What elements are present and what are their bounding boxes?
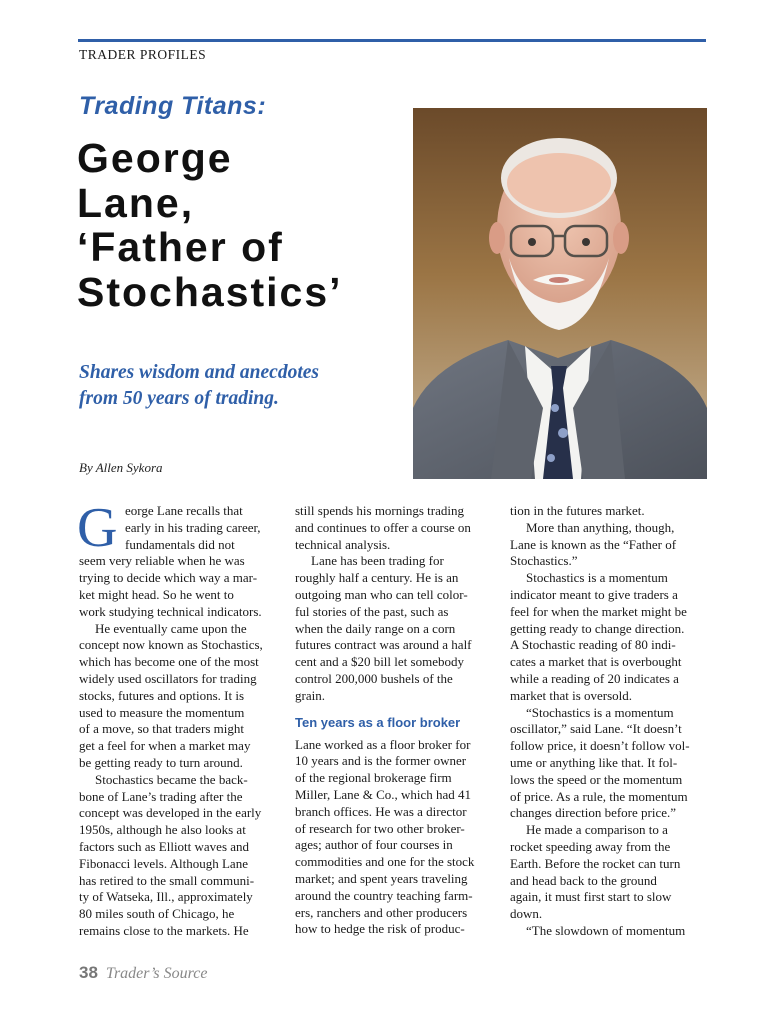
text-line: getting ready to change direction. bbox=[510, 620, 685, 636]
text-line: follow price, it doesn’t follow vol- bbox=[510, 738, 690, 754]
deck-line: from 50 years of trading. bbox=[79, 388, 279, 409]
text-line: ket might head. So he went to bbox=[79, 586, 234, 602]
page-footer bbox=[79, 963, 207, 983]
text-line: which has become one of the most bbox=[79, 654, 259, 670]
text-line: Stochastics.” bbox=[510, 553, 578, 569]
text-line: cent and a $20 bill let somebody bbox=[295, 654, 464, 670]
text-line: grain. bbox=[295, 687, 325, 703]
text-line: 80 miles south of Chicago, he bbox=[79, 906, 235, 922]
text-line: Stochastics became the back- bbox=[95, 771, 248, 787]
text-line: branch offices. He was a director bbox=[295, 803, 467, 819]
text-line: He eventually came upon the bbox=[95, 620, 247, 636]
page-number: 38 bbox=[79, 963, 98, 982]
text-line: ful stories of the past, such as bbox=[295, 603, 449, 619]
text-line: A Stochastic reading of 80 indi- bbox=[510, 637, 676, 653]
text-line: ty of Watseka, Ill., approximately bbox=[79, 889, 253, 905]
text-line: indicator meant to give traders a bbox=[510, 586, 678, 602]
text-line: Lane is known as the “Father of bbox=[510, 536, 677, 552]
text-line: ers, ranchers and other producers bbox=[295, 904, 468, 920]
text-line: be getting ready to turn around. bbox=[79, 754, 243, 770]
headline-line: Stochastics’ bbox=[77, 268, 343, 315]
publication-name: Trader’s Source bbox=[105, 965, 208, 982]
article-column-3 bbox=[510, 503, 708, 940]
text-line: roughly half a century. He is an bbox=[295, 570, 459, 586]
text-line: stocks, futures and options. It is bbox=[79, 687, 245, 703]
text-line: concept was developed in the early bbox=[79, 805, 262, 821]
text-line: bone of Lane’s trading after the bbox=[79, 788, 243, 804]
text-line: outgoing man who can tell color- bbox=[295, 586, 468, 602]
text-line: Miller, Lane & Co., which had 41 bbox=[295, 786, 472, 802]
text-line: when the daily range on a corn bbox=[295, 620, 456, 636]
text-line: again, it must first start to slow bbox=[510, 889, 672, 905]
text-line: market; and spent years traveling bbox=[295, 870, 468, 886]
text-line: Lane has been trading for bbox=[311, 553, 444, 569]
headline bbox=[77, 136, 407, 314]
text-line: futures contract was around a half bbox=[295, 637, 472, 653]
text-line: how to hedge the risk of produc- bbox=[295, 921, 465, 937]
text-line: widely used oscillators for trading bbox=[79, 670, 257, 686]
deck-line: Shares wisdom and anecdotes bbox=[79, 362, 319, 383]
text-line: remains close to the markets. He bbox=[79, 922, 249, 938]
drop-cap: G bbox=[77, 497, 118, 559]
text-line: commodities and one for the stock bbox=[295, 854, 475, 870]
text-line: feel for when the market might be bbox=[510, 603, 687, 619]
text-line: concept now known as Stochastics, bbox=[79, 637, 263, 653]
text-line: and head back to the ground bbox=[510, 872, 657, 888]
text-line: down. bbox=[510, 906, 543, 922]
section-subhead: Ten years as a floor broker bbox=[295, 714, 461, 730]
text-line: More than anything, though, bbox=[526, 519, 675, 535]
text-line: rocket speeding away from the bbox=[510, 838, 671, 854]
text-line: of the regional brokerage firm bbox=[295, 770, 452, 786]
text-line: of a move, so that traders might bbox=[79, 721, 244, 737]
text-line: Earth. Before the rocket can turn bbox=[510, 855, 681, 871]
title-kicker: Trading Titans: bbox=[79, 92, 267, 120]
text-line: market that is oversold. bbox=[510, 687, 633, 703]
headline-line: ‘Father of bbox=[77, 224, 284, 270]
text-line: work studying technical indicators. bbox=[79, 603, 262, 619]
text-line: “Stochastics is a momentum bbox=[526, 704, 674, 720]
headline-line: Lane, bbox=[77, 179, 195, 226]
text-line: cates a market that is overbought bbox=[510, 654, 682, 670]
text-line: “The slowdown of momentum bbox=[526, 922, 686, 938]
text-line: fundamentals did not bbox=[125, 536, 235, 552]
text-line: eorge Lane recalls that bbox=[125, 503, 243, 518]
text-line: ume or anything like that. It fol- bbox=[510, 754, 678, 770]
text-line: still spends his mornings trading bbox=[295, 503, 464, 518]
text-line: ages; author of four courses in bbox=[295, 837, 453, 853]
article-column-2 bbox=[295, 503, 491, 938]
portrait-photo bbox=[413, 108, 707, 479]
text-line: and continues to offer a course on bbox=[295, 519, 471, 535]
text-line: lows the speed or the momentum bbox=[510, 771, 683, 787]
text-line: He made a comparison to a bbox=[526, 822, 668, 838]
text-line: factors such as Elliott waves and bbox=[79, 838, 250, 854]
section-label: TRADER PROFILES bbox=[79, 47, 207, 62]
text-line: around the country teaching farm- bbox=[295, 887, 473, 903]
text-line: used to measure the momentum bbox=[79, 704, 245, 720]
text-line: of price. As a rule, the momentum bbox=[510, 788, 688, 804]
text-line: Fibonacci levels. Although Lane bbox=[79, 855, 248, 871]
text-line: changes direction before price.” bbox=[510, 805, 677, 821]
text-line: trying to decide which way a mar- bbox=[79, 570, 258, 586]
text-line: has retired to the small communi- bbox=[79, 872, 255, 888]
top-rule bbox=[78, 39, 706, 42]
article-column-1 bbox=[77, 497, 279, 940]
headline-line: George bbox=[77, 135, 233, 181]
text-line: technical analysis. bbox=[295, 536, 391, 552]
text-line: while a reading of 20 indicates a bbox=[510, 670, 679, 686]
deck bbox=[79, 360, 399, 412]
text-line: oscillator,” said Lane. “It doesn’t bbox=[510, 721, 682, 737]
text-line: Stochastics is a momentum bbox=[526, 570, 668, 586]
text-line: get a feel for when a market may bbox=[79, 738, 251, 754]
byline: By Allen Sykora bbox=[79, 460, 163, 475]
text-line: of research for two other broker- bbox=[295, 820, 465, 836]
text-line: 10 years and is the former owner bbox=[295, 753, 467, 769]
text-line: tion in the futures market. bbox=[510, 503, 645, 518]
text-line: 1950s, although he also looks at bbox=[79, 822, 246, 838]
text-line: seem very reliable when he was bbox=[79, 553, 245, 569]
text-line: early in his trading career, bbox=[125, 519, 261, 535]
text-line: Lane worked as a floor broker for bbox=[295, 736, 471, 752]
text-line: control 200,000 bushels of the bbox=[295, 670, 453, 686]
